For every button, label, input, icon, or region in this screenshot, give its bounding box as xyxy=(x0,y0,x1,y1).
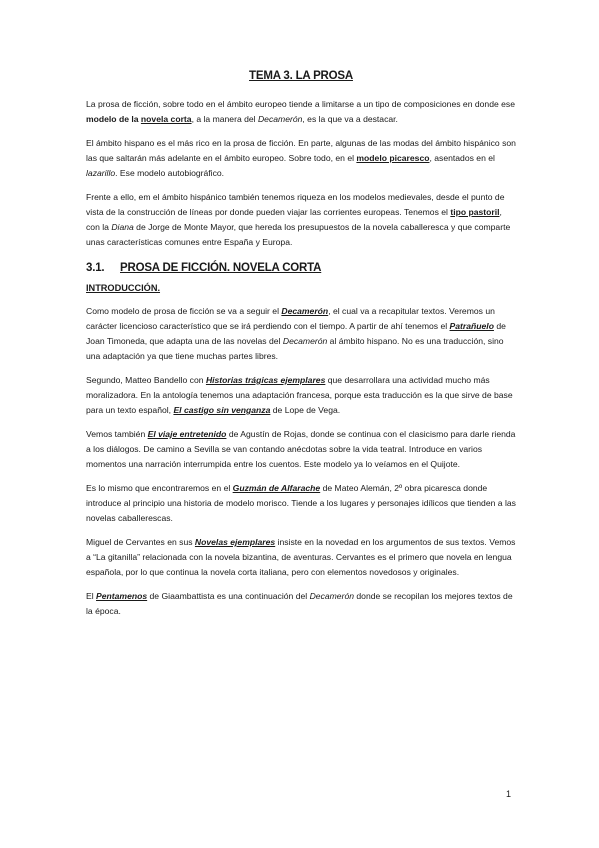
text-run: , asentados en el xyxy=(429,153,495,163)
text-run: El ámbito hispano es el más rico en la prosa de ficción. En parte, algunas de las modas del ámbito hispánico son las que saltarán más adelante en el ámbito europeo. Sobre todo, en el xyxy=(86,138,516,163)
section-title: PROSA DE FICCIÓN. NOVELA CORTA xyxy=(120,262,322,274)
page-content xyxy=(86,70,516,628)
text-run: de Mateo Alemán, 2º obra picaresca donde introduce al principio una historia de modelo morisco. Tiende a los lugares y personajes idílicos que tienden a las novelas caballerescas. xyxy=(86,483,516,523)
text-run: Miguel de Cervantes en sus xyxy=(86,537,195,547)
text-run: Como modelo de prosa de ficción se va a seguir el xyxy=(86,306,282,316)
italic-title: Decamerón xyxy=(309,591,354,601)
bold-underlined-text: tipo pastoril xyxy=(450,207,500,217)
text-run: Frente a ello, em el ámbito hispánico también tenemos riqueza en los modelos medievales, desde el punto de vista de la construcción de líneas por donde pueden viajar las corrientes europeas. Tenemos el xyxy=(86,192,505,217)
paragraph-6 xyxy=(86,427,516,472)
text-run: de Jorge de Monte Mayor, que hereda los presupuestos de la novela caballeresca y que comparte unas características comunes entre España y Europa. xyxy=(86,222,511,247)
text-run: de Agustín de Rojas, donde se continua con el clasicismo para darle rienda a los diálogos. De camino a Sevilla se van contando anécdotas sobre la vida teatral. Introduce en varios momentos una narración interrumpida entre los cuentos. Este modelo ya lo veíamos en el Quijote. xyxy=(86,429,516,469)
work-title: Guzmán de Alfarache xyxy=(232,483,321,493)
text-run: donde se recopilan los mejores textos de la época. xyxy=(86,591,513,616)
work-title: Patrañuelo xyxy=(449,321,494,331)
text-run: Es lo mismo que encontraremos en el xyxy=(86,483,233,493)
paragraph-5 xyxy=(86,373,516,418)
work-title: Historias trágicas ejemplares xyxy=(205,375,326,385)
text-run: , con la xyxy=(86,207,502,232)
text-run: Vemos también xyxy=(86,429,148,439)
paragraph-7 xyxy=(86,481,516,526)
work-title: El viaje entretenido xyxy=(147,429,227,439)
text-run: de Giaambattista es una continuación del xyxy=(147,591,310,601)
italic-title: lazarillo xyxy=(86,168,116,178)
text-run: insiste en la novedad en los argumentos de sus textos. Vemos a “La gitanilla” relacionada con la novela bizantina, de aventuras. Cervantes es el primero que novela en lengua española, por lo que continua la novela corta italiana, pero con elementos novedosos y originales. xyxy=(86,537,516,577)
section-number: 3.1. xyxy=(86,262,105,274)
paragraph-8 xyxy=(86,535,516,580)
bold-text: modelo de la xyxy=(86,114,141,124)
text-run: que desarrollara una actividad mucho más moralizadora. En la antología tenemos una adaptación francesa, porque esta traducción es la que sirve de base para un texto español, xyxy=(86,375,513,415)
paragraph-4 xyxy=(86,304,516,364)
page-number: 1 xyxy=(506,789,512,799)
text-run: . Ese modelo autobiográfico. xyxy=(115,168,225,178)
italic-title: Decamerón xyxy=(282,336,328,346)
paragraph-9 xyxy=(86,589,516,619)
section-heading xyxy=(86,262,516,274)
text-run: al ámbito hispano. No es una traducción, sino una adaptación ya que tiene muchas partes libres. xyxy=(86,336,504,361)
paragraph-1 xyxy=(86,97,516,127)
page-title: TEMA 3. LA PROSA xyxy=(249,70,353,82)
work-title: Decamerón xyxy=(281,306,329,316)
text-run: , es la que va a destacar. xyxy=(302,114,398,124)
paragraph-2 xyxy=(86,136,516,181)
text-run: , a la manera del xyxy=(191,114,258,124)
text-run: de Lope de Vega. xyxy=(270,405,341,415)
italic-title: Decamerón xyxy=(257,114,303,124)
bold-underlined-text: modelo picaresco xyxy=(356,153,430,163)
text-run: , el cual va a recapitular textos. Veremos un carácter licencioso característico que se irá perdiendo con el tiempo. A partir de ahí tenemos el xyxy=(86,306,495,331)
work-title: Novelas ejemplares xyxy=(194,537,276,547)
text-run: La prosa de ficción, sobre todo en el ámbito europeo tiende a limitarse a un tipo de composiciones en donde ese xyxy=(86,99,516,109)
text-run: Segundo, Matteo Bandello con xyxy=(86,375,206,385)
work-title: El castigo sin venganza xyxy=(173,405,271,415)
bold-underlined-text: novela corta xyxy=(140,114,192,124)
paragraph-3 xyxy=(86,190,516,250)
italic-title: Diana xyxy=(111,222,134,232)
work-title: Pentamenos xyxy=(96,591,148,601)
subsection-heading: INTRODUCCIÓN. xyxy=(86,283,161,293)
text-run: El xyxy=(86,591,97,601)
text-run: de Joan Timoneda, que adapta una de las novelas del xyxy=(86,321,506,346)
